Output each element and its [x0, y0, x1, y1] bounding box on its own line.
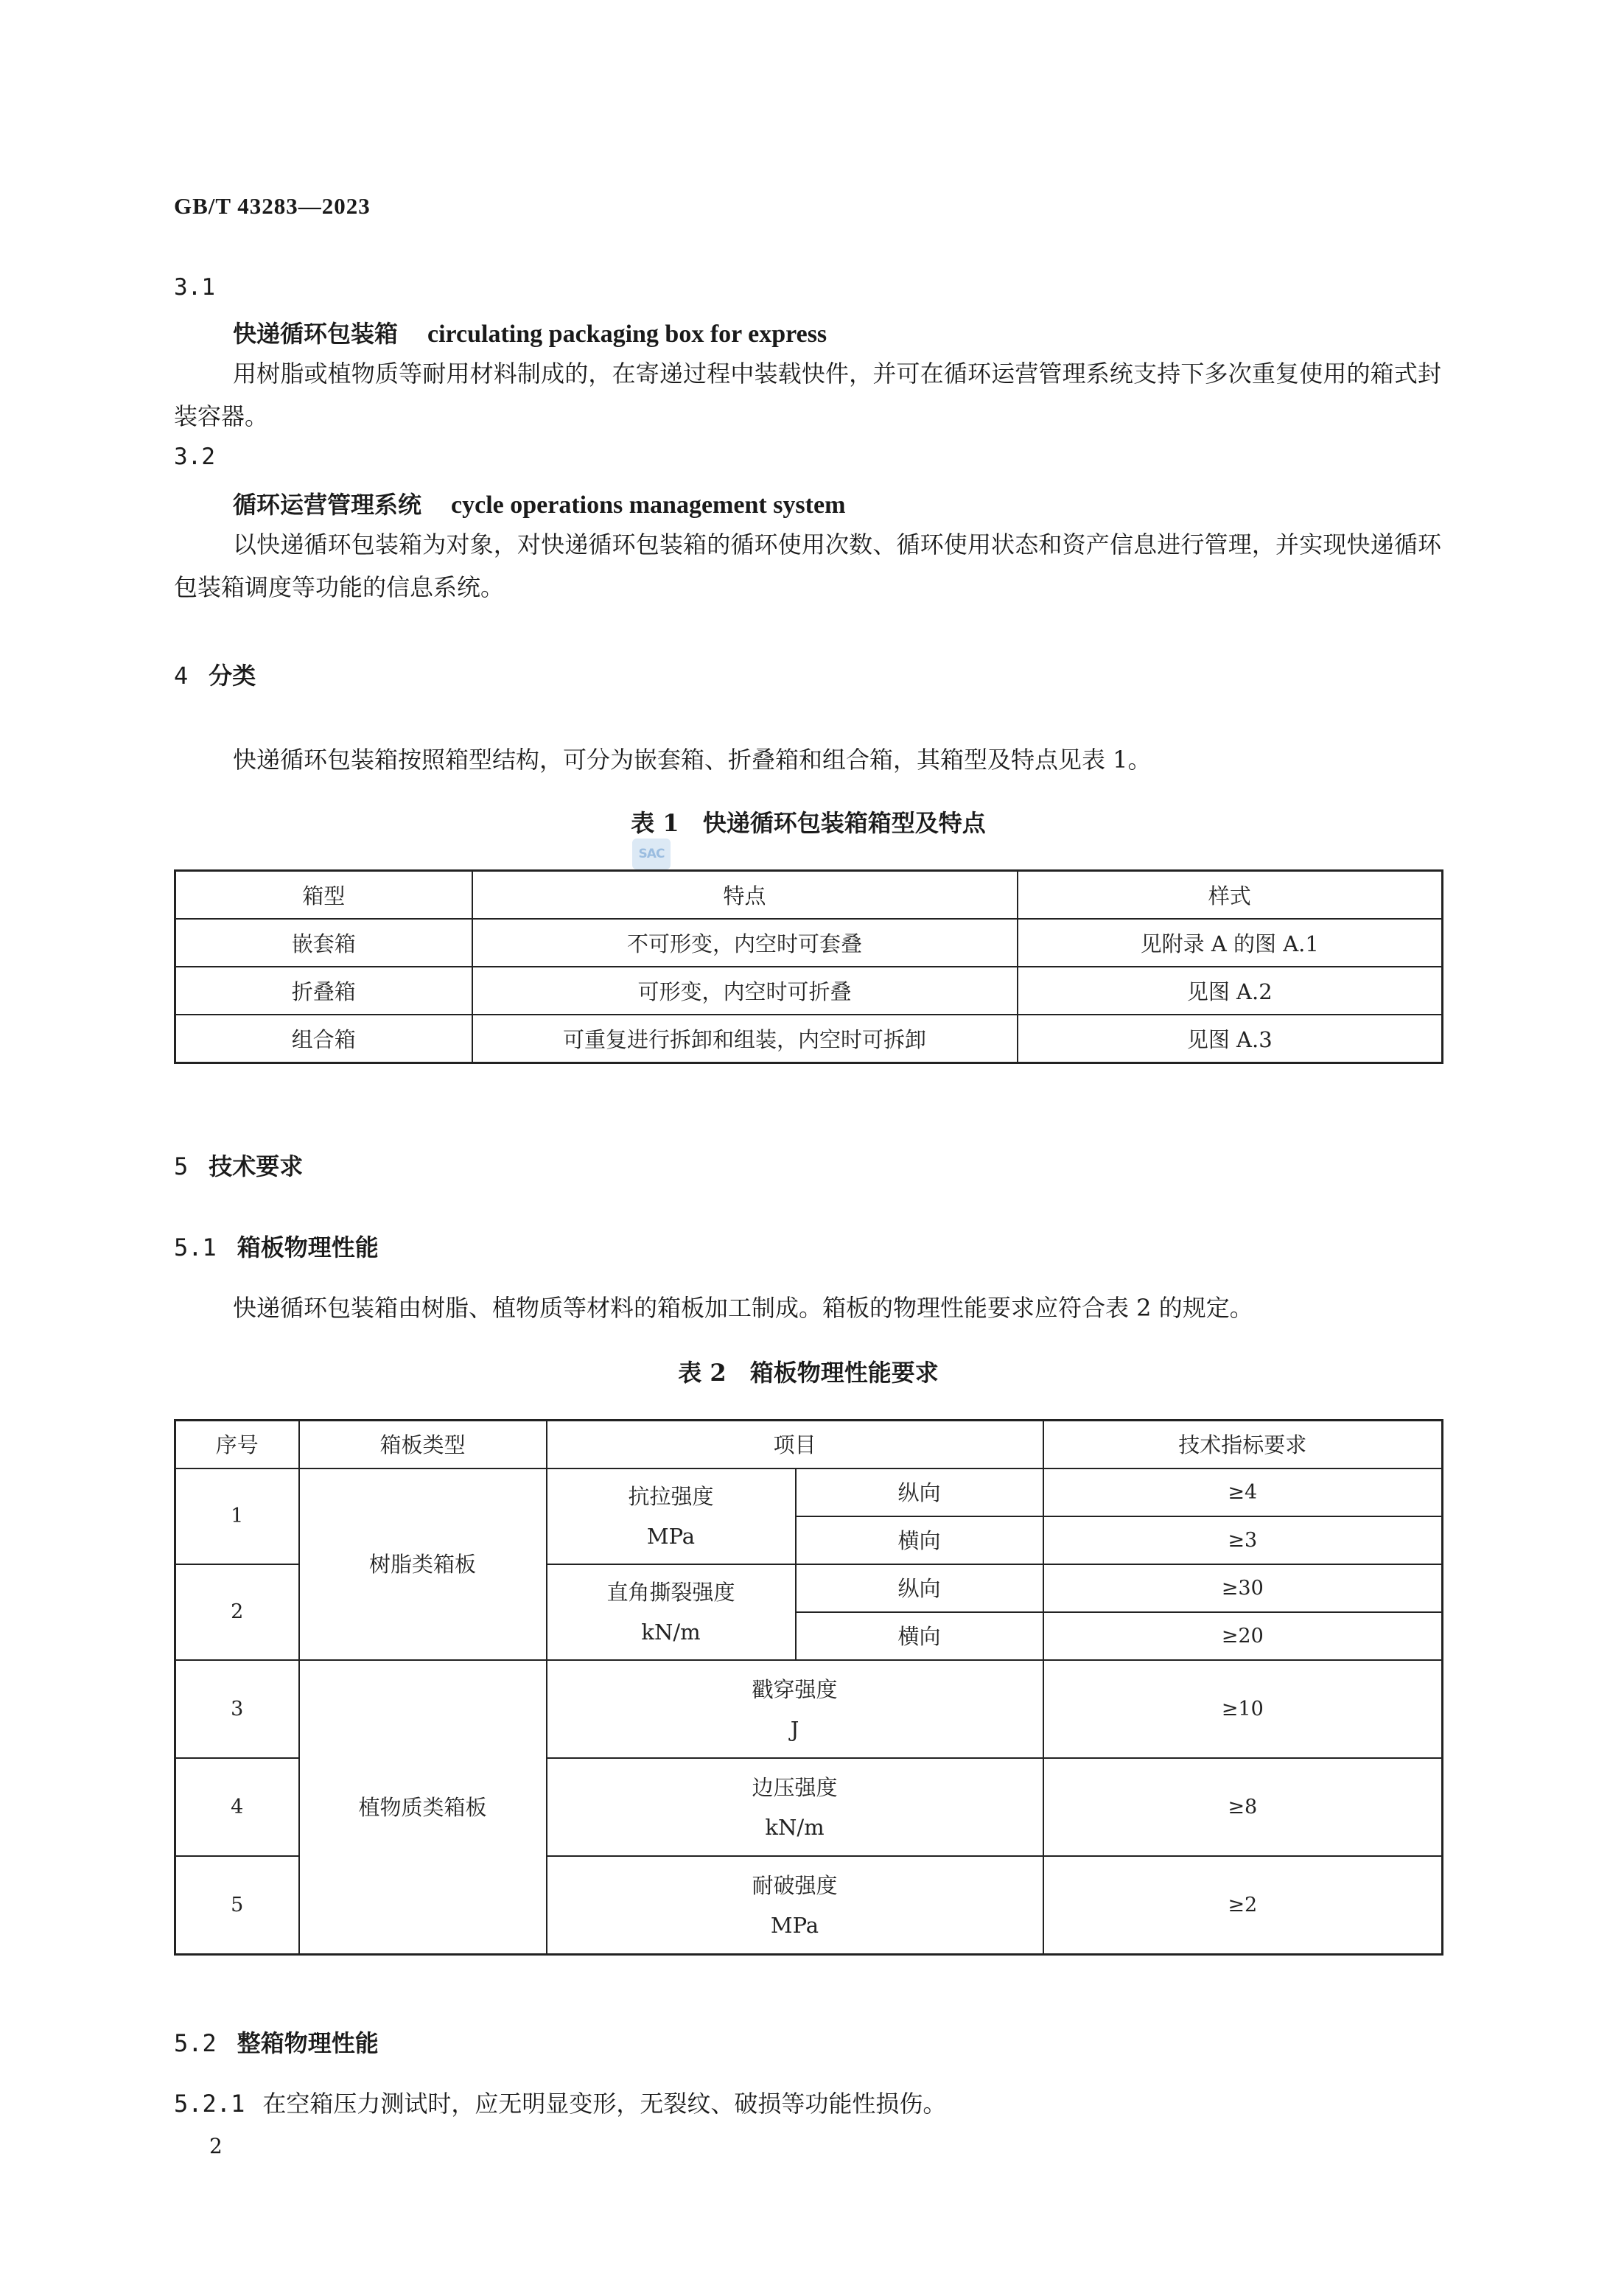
clause-5-2-1-text: 在空箱压力测试时，应无明显变形，无裂纹、破损等功能性损伤。	[262, 2090, 947, 2118]
header-cell: 序号	[175, 1421, 299, 1469]
item-name: 边压强度	[752, 1774, 838, 1800]
term-3-2-definition: 以快递循环包装箱为对象，对快递循环包装箱的循环使用次数、循环使用状态和资产信息进行管理，并实现快递循环包装箱调度等功能的信息系统。	[174, 531, 1441, 601]
requirement-cell: ≥3	[1043, 1516, 1443, 1564]
clause-5-2-1	[174, 2085, 946, 2119]
table-cell: 不可形变，内空时可套叠	[472, 919, 1018, 967]
term-3-1-definition: 用树脂或植物质等耐用材料制成的，在寄递过程中装载快件，并可在循环运营管理系统支持下多次重复使用的箱式封装容器。	[174, 360, 1441, 430]
requirement-cell: ≥8	[1043, 1758, 1443, 1856]
section-5-2-title: 整箱物理性能	[237, 2029, 379, 2057]
table-header-row	[175, 1421, 1443, 1469]
section-5-heading	[174, 1148, 303, 1182]
section-4-paragraph: 快递循环包装箱按照箱型结构，可分为嵌套箱、折叠箱和组合箱，其箱型及特点见表 1。	[233, 746, 1152, 774]
table-2	[174, 1419, 1443, 1956]
term-3-2-number: 3.2	[174, 444, 215, 470]
requirement-cell: ≥4	[1043, 1468, 1443, 1516]
section-5-2-number: 5.2	[174, 2029, 217, 2057]
section-5-2-heading	[174, 2025, 379, 2059]
item-name: 直角撕裂强度	[606, 1580, 735, 1605]
term-3-2-title-en: cycle operations management system	[451, 491, 846, 519]
requirement-cell: ≥2	[1043, 1856, 1443, 1955]
table-row	[175, 1660, 1443, 1758]
item-cell	[547, 1468, 796, 1564]
page-number: 2	[209, 2134, 223, 2158]
item-name: 戳穿强度	[752, 1676, 838, 1702]
section-4-title: 分类	[209, 662, 256, 690]
direction-cell: 纵向	[796, 1564, 1043, 1612]
clause-5-2-1-number: 5.2.1	[174, 2090, 245, 2118]
term-3-2-title	[233, 486, 845, 520]
standard-id: GB/T 43283—2023	[174, 193, 371, 219]
header-cell: 箱板类型	[299, 1421, 547, 1469]
section-5-1-number: 5.1	[174, 1233, 217, 1261]
resin-type-cell: 树脂类箱板	[299, 1468, 547, 1660]
item-cell	[547, 1564, 796, 1660]
direction-cell: 横向	[796, 1612, 1043, 1660]
item-unit: kN/m	[641, 1620, 701, 1645]
header-cell: 样式	[1018, 871, 1443, 920]
requirement-cell: ≥10	[1043, 1660, 1443, 1758]
term-3-1-title	[233, 315, 827, 349]
item-cell	[547, 1856, 1043, 1955]
header-cell: 项目	[547, 1421, 1043, 1469]
section-5-1-paragraph: 快递循环包装箱由树脂、植物质等材料的箱板加工制成。箱板的物理性能要求应符合表 2 的规定。	[233, 1294, 1253, 1322]
item-unit: kN/m	[765, 1814, 825, 1840]
seq-cell: 5	[175, 1856, 299, 1955]
table-2-caption-no: 表 2	[678, 1359, 727, 1387]
table-cell: 折叠箱	[175, 967, 472, 1015]
direction-cell: 纵向	[796, 1468, 1043, 1516]
item-unit: MPa	[646, 1524, 696, 1549]
direction-cell: 横向	[796, 1516, 1043, 1564]
table-cell: 组合箱	[175, 1015, 472, 1063]
seq-cell: 3	[175, 1660, 299, 1758]
header-cell: 箱型	[175, 871, 472, 920]
table-cell: 可重复进行拆卸和组装，内空时可拆卸	[472, 1015, 1018, 1063]
table-1-caption-no: 表 1	[631, 809, 679, 837]
plant-type-cell: 植物质类箱板	[299, 1660, 547, 1955]
table-2-caption	[0, 1354, 1617, 1388]
table-row	[175, 919, 1443, 967]
seq-cell: 2	[175, 1564, 299, 1660]
table-row	[175, 1468, 1443, 1516]
table-1-caption-title: 快递循环包装箱箱型及特点	[702, 809, 986, 837]
table-cell: 可形变，内空时可折叠	[472, 967, 1018, 1015]
requirement-cell: ≥30	[1043, 1564, 1443, 1612]
section-5-number: 5	[174, 1152, 189, 1180]
item-name: 抗拉强度	[628, 1484, 714, 1509]
table-row	[175, 1015, 1443, 1063]
item-cell	[547, 1660, 1043, 1758]
section-4-number: 4	[174, 662, 189, 690]
table-cell: 见图 A.3	[1018, 1015, 1443, 1063]
table-2-caption-title: 箱板物理性能要求	[749, 1359, 939, 1387]
term-3-1-title-cn: 快递循环包装箱	[233, 320, 399, 348]
seq-cell: 1	[175, 1468, 299, 1564]
table-1-caption	[0, 805, 1617, 839]
table-header-row	[175, 871, 1443, 920]
item-cell	[547, 1758, 1043, 1856]
item-unit: MPa	[770, 1912, 819, 1938]
section-5-1-title: 箱板物理性能	[237, 1233, 379, 1261]
item-unit: J	[790, 1716, 799, 1742]
section-5-title: 技术要求	[209, 1152, 304, 1180]
table-1	[174, 869, 1443, 1064]
item-name: 耐破强度	[752, 1872, 838, 1898]
seq-cell: 4	[175, 1758, 299, 1856]
term-3-1-number: 3.1	[174, 274, 215, 301]
header-cell: 技术指标要求	[1043, 1421, 1443, 1469]
table-cell: 见附录 A 的图 A.1	[1018, 919, 1443, 967]
requirement-cell: ≥20	[1043, 1612, 1443, 1660]
table-row	[175, 967, 1443, 1015]
section-5-1-heading	[174, 1229, 379, 1263]
table-cell: 嵌套箱	[175, 919, 472, 967]
sac-watermark: SAC	[632, 839, 671, 869]
table-cell: 见图 A.2	[1018, 967, 1443, 1015]
term-3-2-title-cn: 循环运营管理系统	[233, 491, 422, 519]
term-3-1-title-en: circulating packaging box for express	[427, 321, 827, 348]
header-cell: 特点	[472, 871, 1018, 920]
section-4-heading	[174, 657, 256, 691]
